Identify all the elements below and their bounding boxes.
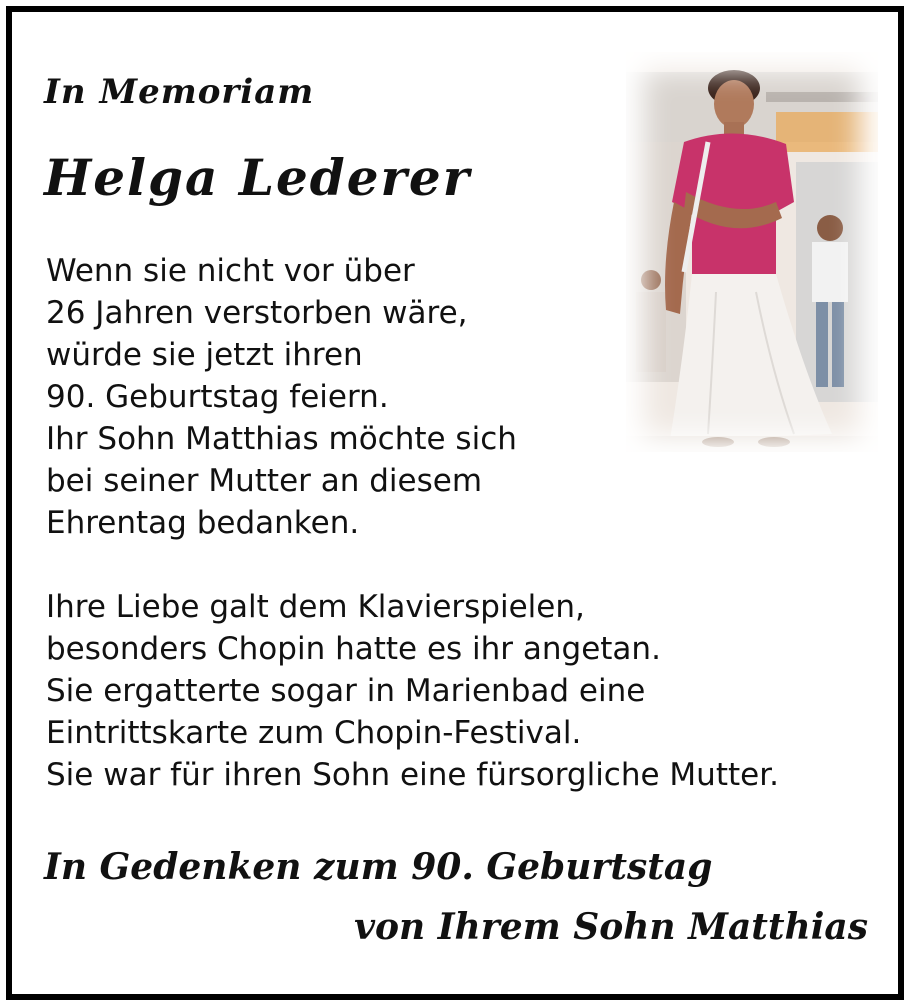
- paragraph-intro: [46, 250, 517, 544]
- text-line: besonders Chopin hatte es ihr angetan.: [46, 631, 661, 667]
- text-line: würde sie jetzt ihren: [46, 337, 363, 373]
- text-line: Sie ergatterte sogar in Marienbad eine: [46, 673, 646, 709]
- text-line: Eintrittskarte zum Chopin-Festival.: [46, 715, 582, 751]
- notice-heading: In Memoriam: [44, 72, 315, 112]
- text-line: Ihre Liebe galt dem Klavierspielen,: [46, 589, 585, 625]
- portrait-photo: [626, 52, 878, 452]
- paragraph-story: [46, 586, 779, 796]
- memorial-notice: [6, 6, 904, 1000]
- closing-line-1: In Gedenken zum 90. Geburtstag: [44, 846, 713, 888]
- text-line: Sie war für ihren Sohn eine fürsorgliche Mutter.: [46, 757, 779, 793]
- closing-line-2: von Ihrem Sohn Matthias: [354, 906, 868, 948]
- text-line: 90. Geburtstag feiern.: [46, 379, 389, 415]
- text-line: Ehrentag bedanken.: [46, 505, 360, 541]
- text-line: Ihr Sohn Matthias möchte sich: [46, 421, 517, 457]
- deceased-name: Helga Lederer: [44, 148, 472, 207]
- text-line: 26 Jahren verstorben wäre,: [46, 295, 468, 331]
- text-line: Wenn sie nicht vor über: [46, 253, 415, 289]
- text-line: bei seiner Mutter an diesem: [46, 463, 483, 499]
- portrait-illustration: [626, 52, 878, 452]
